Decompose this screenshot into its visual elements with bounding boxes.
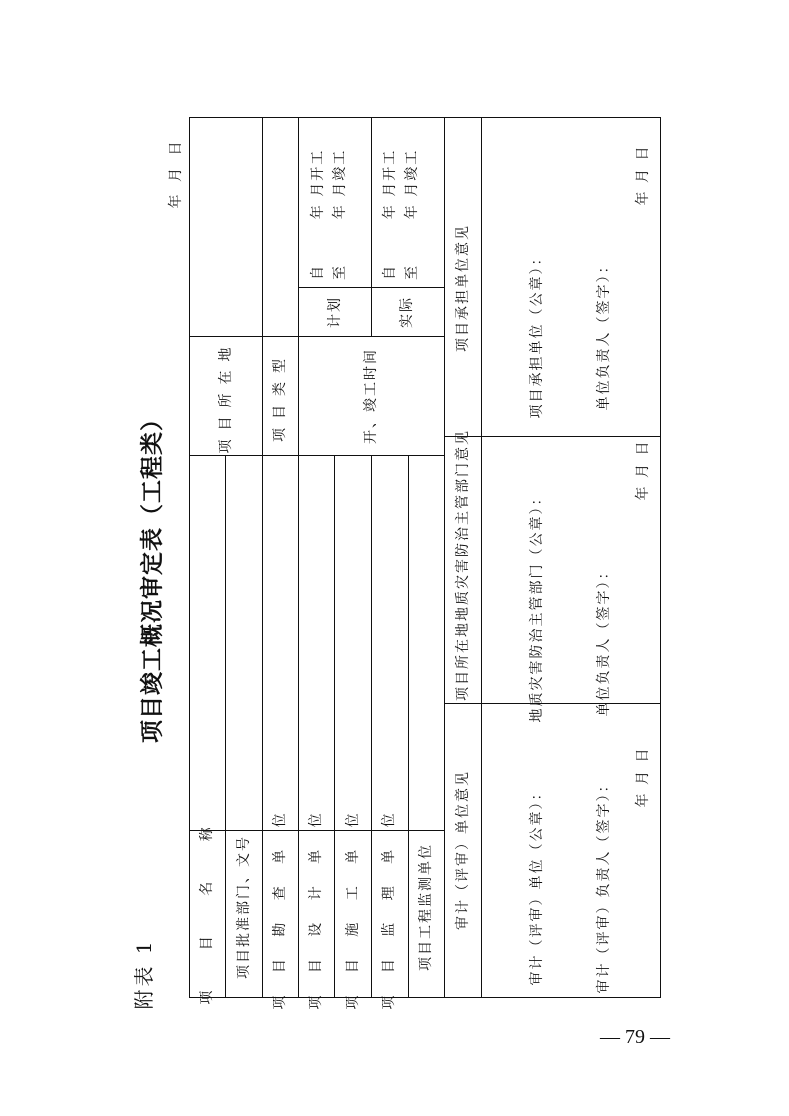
form-title: 项目竣工概况审定表（工程类） (138, 407, 166, 743)
actual-to-label: 至 (404, 264, 420, 280)
supervision-unit-label: 项 目 监 理 单 位 (381, 804, 397, 1010)
actual-start-date: 年 月开工 (382, 148, 398, 220)
planned-label: 计划 (327, 296, 343, 328)
authority-opinion-heading: 项目所在地地质灾害防治主管部门意见 (455, 429, 471, 701)
annex-label: 附表 1 (132, 938, 156, 1010)
contractor-opinion-heading: 项目承担单位意见 (455, 224, 471, 352)
planned-to-label: 至 (332, 264, 348, 280)
page-number: — 79 — (600, 1026, 670, 1048)
planned-start-date: 年 月开工 (310, 148, 326, 220)
construction-unit-label: 项 目 施 工 单 位 (345, 804, 361, 1010)
project-type-label: 项目类型 (272, 350, 288, 442)
survey-unit-label: 项 目 勘 查 单 位 (272, 804, 288, 1010)
contractor-date: 年 月 日 (635, 144, 651, 206)
start-end-time-label: 开、竣工时间 (363, 348, 379, 444)
contractor-unit-seal: 项目承担单位（公章）： (529, 249, 545, 419)
planned-from-label: 自 (310, 264, 326, 280)
actual-end-date: 年 月竣工 (404, 148, 420, 220)
actual-from-label: 自 (382, 264, 398, 280)
audit-opinion-heading: 审计（评审）单位意见 (455, 770, 471, 930)
planned-end-date: 年 月竣工 (332, 148, 348, 220)
authority-date: 年 月 日 (635, 439, 651, 501)
contractor-person-sign: 单位负责人（签字）： (596, 257, 612, 411)
audit-date: 年 月 日 (635, 746, 651, 808)
authority-person-sign: 单位负责人（签字）： (596, 563, 612, 717)
audit-unit-seal: 审计（评审）单位（公章）： (529, 784, 545, 986)
monitoring-unit-label: 项目工程监测单位 (418, 843, 434, 971)
actual-label: 实际 (399, 296, 415, 328)
audit-person-sign: 审计（评审）负责人（签字）： (596, 776, 612, 994)
project-name-label: 项 目 名 称 (199, 809, 215, 1005)
design-unit-label: 项 目 设 计 单 位 (308, 804, 324, 1010)
fill-date: 年 月 日 (168, 137, 184, 209)
authority-unit-seal: 地质灾害防治主管部门（公章）： (529, 489, 545, 723)
location-label: 项目所在地 (218, 338, 234, 454)
approval-dept-label: 项目批准部门、文号 (236, 835, 252, 979)
